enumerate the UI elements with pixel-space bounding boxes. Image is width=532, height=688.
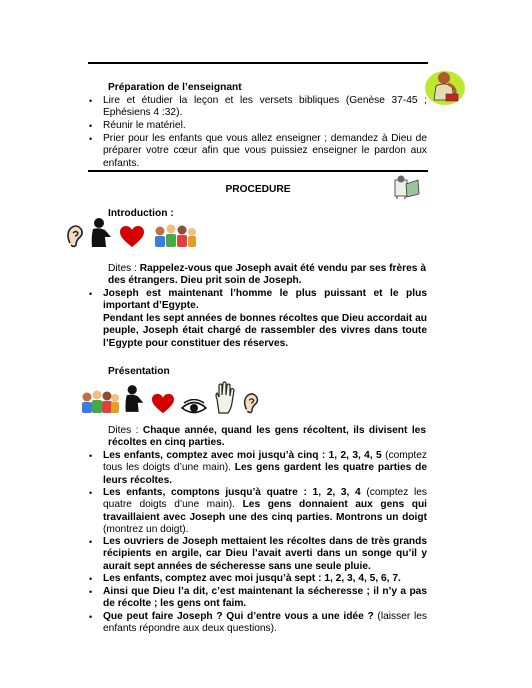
bullet: • xyxy=(89,96,93,106)
presentation-dites-text: Chaque année, quand les gens récoltent, ils divisent les récoltes en cinq parties. xyxy=(108,425,426,449)
presentation-bullet-2 xyxy=(103,487,427,537)
bullet: • xyxy=(89,612,93,622)
b2-normal2: (montrez un doigt). xyxy=(103,524,189,536)
prep-item-1: Lire et étudier la leçon et les versets bibliques (Genèse 37-45 ; Ephésiens 4 :32). xyxy=(103,95,427,119)
dites-label: Dites : xyxy=(108,425,139,436)
presentation-title: Présentation xyxy=(108,366,170,377)
reading-book-icon xyxy=(392,174,422,205)
ear-icon xyxy=(64,223,86,249)
intro-paragraph: Pendant les sept années de bonnes récoltes que Dieu accordait au peuple, Joseph était chargé de rassembler des vivres dans toute l’Egypte pour constituer des réserves. xyxy=(103,313,427,349)
bullet: • xyxy=(89,537,93,547)
praying-child-icon xyxy=(89,217,115,249)
b6-bold: Que peut faire Joseph ? Qui d’entre vous a une idée ? xyxy=(103,611,374,622)
presentation-icon-row xyxy=(80,381,261,415)
presentation-bullet-4: Les enfants, comptez avec moi jusqu’à sept : 1, 2, 3, 4, 5, 6, 7. xyxy=(103,573,401,584)
section-rule xyxy=(88,170,428,172)
children-group-icon xyxy=(153,223,197,249)
intro-dites xyxy=(108,263,426,288)
heart-icon xyxy=(151,393,175,415)
heart-icon xyxy=(119,225,145,249)
b2-bold2: Les gens donnaient aux gens qui travaillaient avec Joseph une des cinq parties. Montrons un doigt xyxy=(103,499,428,523)
b6-normal: (laisser les enfants répondre aux deux questions). xyxy=(103,611,427,635)
eye-icon xyxy=(181,399,207,415)
presentation-bullet-6 xyxy=(103,611,427,636)
presentation-dites xyxy=(108,425,426,450)
ear-icon xyxy=(241,391,261,415)
procedure-title: PROCEDURE xyxy=(225,184,291,195)
prep-title: Préparation de l’enseignant xyxy=(108,82,242,93)
top-rule xyxy=(88,62,428,64)
intro-icon-row xyxy=(64,217,197,249)
praying-child-icon xyxy=(123,383,147,415)
bullet: • xyxy=(89,451,93,461)
bullet: • xyxy=(89,121,93,131)
prep-item-2: Réunir le matériel. xyxy=(103,120,186,131)
presentation-bullet-1 xyxy=(103,450,427,487)
b1-bold: Les enfants, comptez avec moi jusqu’à cinq : 1, 2, 3, 4, 5 xyxy=(103,450,382,461)
intro-title: Introduction : xyxy=(108,208,174,219)
praying-teacher-icon xyxy=(424,66,466,111)
bullet: • xyxy=(89,587,93,597)
bullet: • xyxy=(89,289,93,299)
bullet: • xyxy=(89,574,93,584)
b2-bold: Les enfants, comptons jusqu’à quatre : 1, 2, 3, 4 xyxy=(103,487,361,498)
b2-normal: (comptez les quatre doigts d’une main). xyxy=(103,487,427,511)
intro-bullet-1: Joseph est maintenant l’homme le plus puissant et le plus important d’Egypte. xyxy=(103,288,427,312)
children-group-icon xyxy=(80,389,120,415)
hand-icon xyxy=(213,381,235,415)
presentation-bullet-5: Ainsi que Dieu l’a dit, c’est maintenant la sécheresse ; il n’y a pas de récolte ; les gens ont faim. xyxy=(103,586,427,610)
bullet: • xyxy=(89,134,93,144)
b1-normal: (comptez tous les doigts d’une main). xyxy=(103,450,427,474)
intro-dites-text: Rappelez-vous que Joseph avait été vendu par ses frères à des étrangers. Dieu prit soin de Joseph. xyxy=(108,263,426,287)
dites-label: Dites : xyxy=(108,263,137,274)
b1-bold2: Les gens gardent les quatre parties de leurs récoltes. xyxy=(103,462,427,486)
prep-item-3: Prier pour les enfants que vous allez enseigner ; demandez à Dieu de préparer votre cœur afin que vous puissiez enseigner le pardon aux enfants. xyxy=(103,133,427,169)
presentation-bullet-3: Les ouvriers de Joseph mettaient les récoltes dans de très grands récipients en argile, car Dieu l’avait averti dans un songe qu’il y aurait sept années de sécheresse sans une seule pluie. xyxy=(103,536,427,572)
bullet: • xyxy=(89,488,93,498)
